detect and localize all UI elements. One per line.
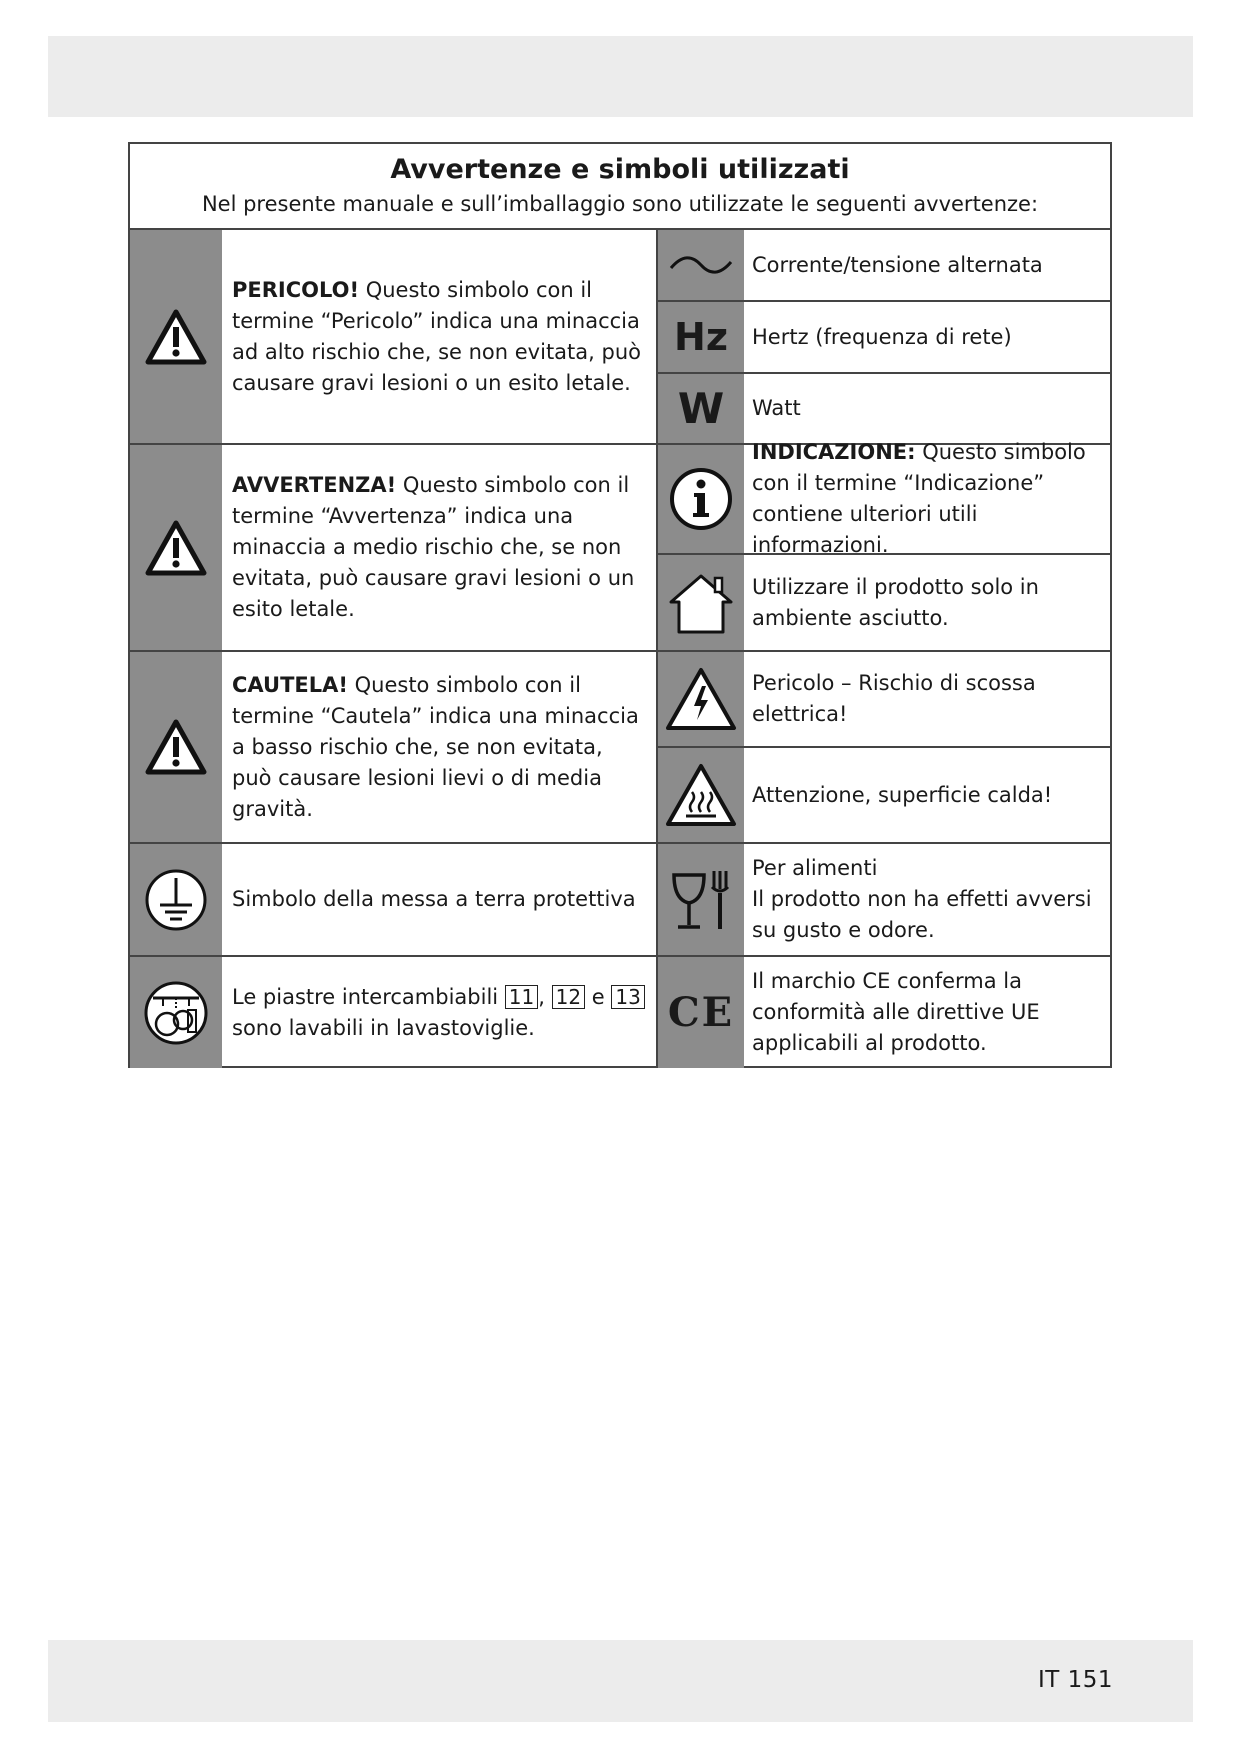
text-avvertenza: Questo simbolo con il termine “Avvertenza” indica una minaccia a medio rischio che, se non evitata, può causare gravi lesioni o un esito letale. [232, 473, 635, 621]
ref-11: 11 [505, 985, 538, 1009]
row-lavastoviglie [130, 957, 656, 1068]
watt-icon: W [658, 374, 744, 443]
text-lavastoviglie-b: sono lavabili in lavastoviglie. [232, 1015, 535, 1040]
food-safe-icon [658, 844, 744, 955]
row-ambiente-asciutto [658, 555, 1110, 652]
row-hertz [658, 302, 1110, 374]
text-ambiente-asciutto: Utilizzare il prodotto solo in ambiente asciutto. [752, 574, 1039, 630]
text-hertz: Hertz (frequenza di rete) [752, 324, 1012, 349]
footer-band [48, 1640, 1193, 1722]
warning-triangle-icon [130, 652, 222, 842]
page-number: IT 151 [1037, 1667, 1113, 1693]
warning-triangle-icon [130, 445, 222, 650]
separator-1: , [538, 984, 552, 1009]
ce-mark-icon: CE [658, 957, 744, 1068]
ref-13: 13 [611, 985, 644, 1009]
info-icon [658, 445, 744, 553]
row-messa-a-terra [130, 844, 656, 957]
table-subtitle: Nel presente manuale e sull’imballaggio sono utilizzate le seguenti avvertenze: [201, 192, 1039, 216]
separator-2: e [585, 984, 612, 1009]
text-superficie-calda: Attenzione, superficie calda! [752, 782, 1053, 807]
label-pericolo: PERICOLO! [232, 277, 360, 302]
hertz-icon: Hz [658, 302, 744, 372]
hot-surface-icon [658, 748, 744, 842]
protective-earth-icon [130, 844, 222, 955]
row-cautela [130, 652, 656, 844]
alternating-current-icon [658, 230, 744, 300]
row-pericolo [130, 230, 656, 445]
warning-triangle-icon [130, 230, 222, 443]
text-per-alimenti: Per alimenti [752, 856, 878, 880]
row-superficie-calda [658, 748, 1110, 844]
row-marchio-ce [658, 957, 1110, 1068]
row-indicazione [658, 440, 1110, 557]
row-scossa-elettrica [658, 652, 1110, 748]
symbols-table [128, 142, 1112, 1068]
text-scossa-elettrica: Pericolo – Rischio di scossa elettrica! [752, 671, 1036, 726]
text-cautela: Questo simbolo con il termine “Cautela” indica una minaccia a basso rischio che, se non evitata, può causare lesioni lievi o di media gravità. [232, 672, 639, 821]
text-messa-a-terra: Simbolo della messa a terra protettiva [232, 887, 636, 911]
row-watt [658, 374, 1110, 445]
label-cautela: CAUTELA! [232, 672, 348, 697]
row-corrente-alternata [658, 230, 1110, 302]
label-indicazione: INDICAZIONE: [752, 440, 916, 464]
text-watt: Watt [752, 396, 801, 420]
row-avvertenza [130, 445, 656, 652]
text-pericolo: Questo simbolo con il termine “Pericolo” indica una minaccia ad alto rischio che, se non evitata, può causare gravi lesioni o un esito letale. [232, 277, 641, 395]
indoor-house-icon [658, 555, 744, 650]
text-lavastoviglie-a: Le piastre intercambiabili [232, 984, 505, 1009]
row-per-alimenti [658, 844, 1110, 957]
text-indicazione: Questo simbolo con il termine “Indicazione” contiene ulteriori utili informazioni. [752, 440, 1086, 557]
text-corrente-alternata: Corrente/tensione alternata [752, 252, 1043, 277]
table-header [130, 144, 1110, 230]
top-band [48, 36, 1193, 117]
table-title: Avvertenze e simboli utilizzati [390, 154, 850, 185]
text-marchio-ce: Il marchio CE conferma la conformità alle direttive UE applicabili al prodotto. [752, 969, 1040, 1055]
label-avvertenza: AVVERTENZA! [232, 473, 397, 497]
ref-12: 12 [552, 985, 585, 1009]
electric-shock-icon [658, 652, 744, 746]
dishwasher-icon [130, 957, 222, 1068]
text-gusto-odore: Il prodotto non ha effetti avversi su gusto e odore. [752, 887, 1092, 942]
